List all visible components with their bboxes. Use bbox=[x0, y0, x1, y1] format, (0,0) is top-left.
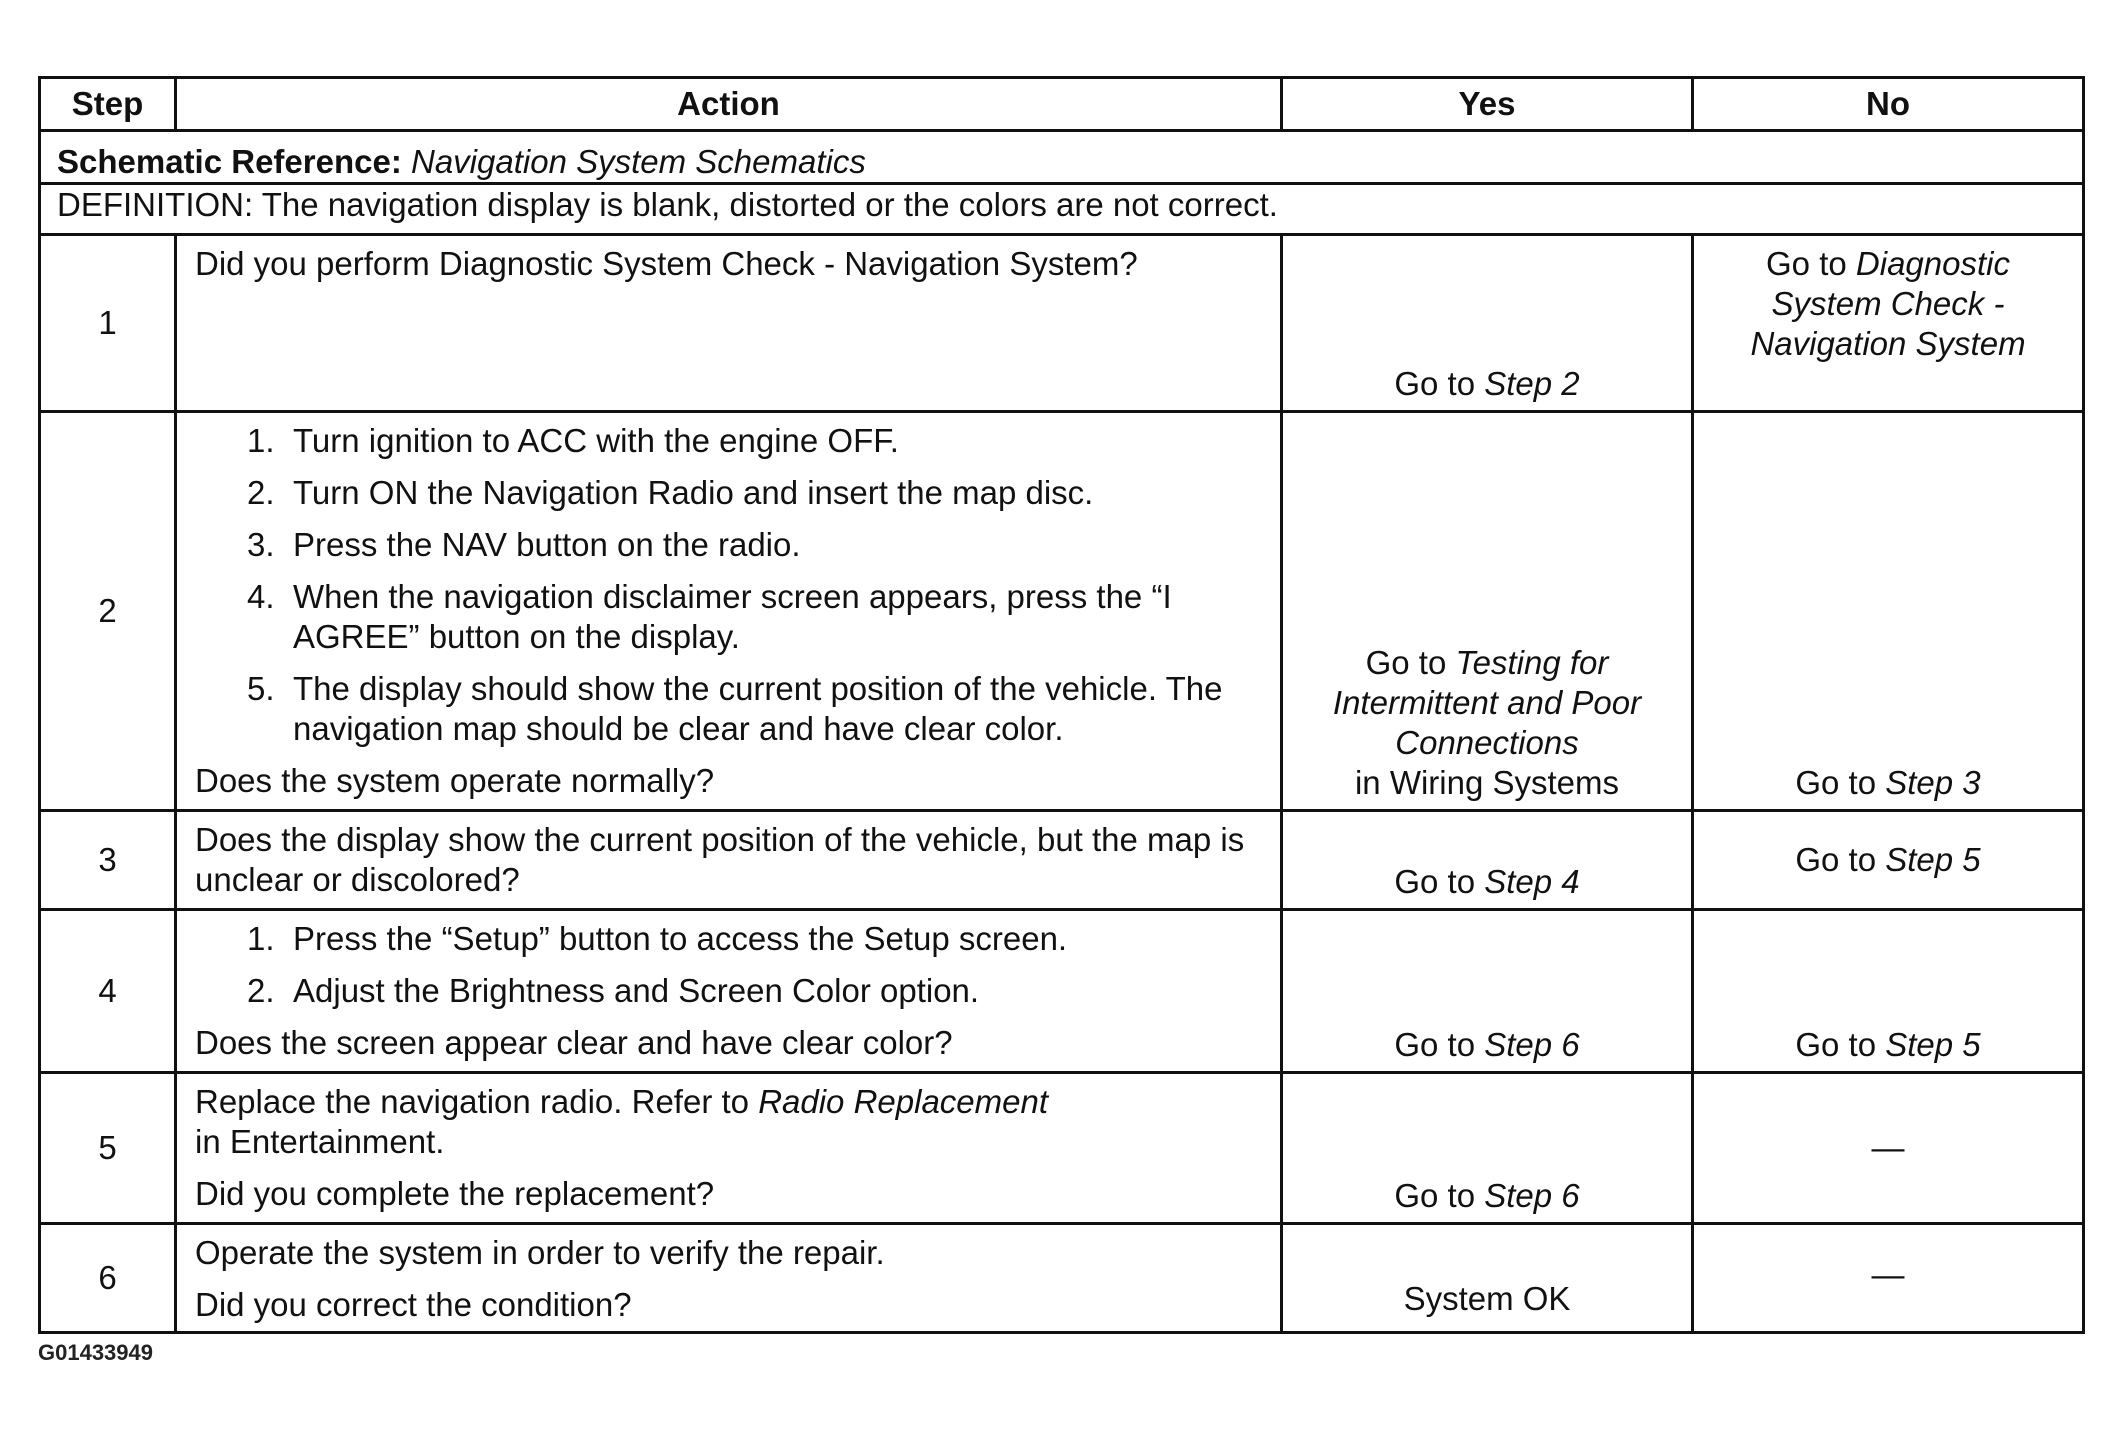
question-text: Did you perform Diagnostic System Check - Navigation System? bbox=[195, 245, 1138, 282]
no-link[interactable]: Step 5 bbox=[1885, 1026, 1981, 1063]
definition-text: DEFINITION: The navigation display is blank, distorted or the colors are not correct. bbox=[40, 184, 2084, 235]
instruction-text bbox=[195, 1082, 1262, 1162]
no-prefix: Go to bbox=[1766, 245, 1856, 282]
no-prefix: Go to bbox=[1795, 841, 1886, 878]
schematic-reference-label: Schematic Reference: bbox=[57, 143, 402, 180]
question-text: Does the display show the current position of the vehicle, but the map is unclear or discolored? bbox=[195, 821, 1245, 898]
no-cell bbox=[1693, 235, 2084, 412]
no-result: — bbox=[1871, 1256, 1905, 1293]
substep-text: Press the NAV button on the radio. bbox=[293, 526, 801, 563]
step-number: 4 bbox=[40, 910, 176, 1073]
yes-prefix: Go to bbox=[1394, 863, 1485, 900]
yes-result bbox=[1297, 643, 1677, 809]
yes-result bbox=[1297, 862, 1677, 908]
header-row bbox=[40, 78, 2084, 131]
instruction-prefix: Replace the navigation radio. Refer to bbox=[195, 1083, 759, 1120]
substep-text: Turn ON the Navigation Radio and insert the map disc. bbox=[293, 474, 1094, 511]
list-item bbox=[247, 525, 1262, 565]
yes-cell bbox=[1282, 1224, 1693, 1333]
substep-text: Press the “Setup” button to access the Setup screen. bbox=[293, 920, 1068, 957]
no-link[interactable]: Step 5 bbox=[1885, 841, 1981, 878]
list-item bbox=[247, 669, 1262, 749]
table-row bbox=[40, 412, 2084, 811]
definition-row bbox=[40, 184, 2084, 235]
yes-link[interactable]: Step 6 bbox=[1484, 1026, 1580, 1063]
no-prefix: Go to bbox=[1795, 1026, 1886, 1063]
no-result: — bbox=[1871, 1129, 1905, 1166]
action-cell bbox=[176, 412, 1282, 811]
yes-cell bbox=[1282, 910, 1693, 1073]
action-cell bbox=[176, 1224, 1282, 1333]
yes-result bbox=[1297, 364, 1677, 410]
substep-number: 1. bbox=[247, 422, 275, 459]
header-no: No bbox=[1693, 78, 2084, 131]
substep-number: 3. bbox=[247, 526, 275, 563]
substep-text: Turn ignition to ACC with the engine OFF. bbox=[293, 422, 899, 459]
schematic-reference-row bbox=[40, 131, 2084, 184]
list-item bbox=[247, 421, 1262, 461]
step-number: 5 bbox=[40, 1073, 176, 1224]
substep-list bbox=[195, 421, 1262, 749]
question-text: Did you correct the condition? bbox=[195, 1286, 632, 1323]
step-number: 6 bbox=[40, 1224, 176, 1333]
question-text: Does the screen appear clear and have clear color? bbox=[195, 1024, 953, 1061]
list-item bbox=[247, 971, 1262, 1011]
yes-cell bbox=[1282, 235, 1693, 412]
table-row bbox=[40, 1073, 2084, 1224]
yes-prefix: Go to bbox=[1365, 644, 1456, 681]
instruction-link[interactable]: Radio Replacement bbox=[758, 1083, 1049, 1120]
yes-result: System OK bbox=[1403, 1280, 1571, 1317]
yes-link[interactable]: Step 4 bbox=[1484, 863, 1580, 900]
figure-id: G01433949 bbox=[38, 1340, 153, 1365]
table-row bbox=[40, 910, 2084, 1073]
diagnostic-table-container bbox=[38, 76, 2082, 1334]
substep-number: 1. bbox=[247, 920, 275, 957]
yes-result bbox=[1297, 1176, 1677, 1222]
instruction-text: Operate the system in order to verify the repair. bbox=[195, 1234, 885, 1271]
no-result bbox=[1708, 840, 2068, 880]
table-row bbox=[40, 811, 2084, 910]
header-action: Action bbox=[176, 78, 1282, 131]
substep-text: The display should show the current position of the vehicle. The navigation map should be clear and have clear color. bbox=[293, 670, 1223, 747]
question-text: Does the system operate normally? bbox=[195, 762, 715, 799]
substep-list bbox=[195, 919, 1262, 1011]
table-row bbox=[40, 235, 2084, 412]
list-item bbox=[247, 577, 1262, 657]
schematic-reference-link[interactable]: Navigation System Schematics bbox=[411, 143, 866, 180]
no-cell bbox=[1693, 1073, 2084, 1224]
yes-prefix: Go to bbox=[1394, 365, 1485, 402]
substep-number: 5. bbox=[247, 670, 275, 707]
no-link[interactable]: Diagnostic System Check - Navigation System bbox=[1750, 245, 2026, 362]
no-cell bbox=[1693, 1224, 2084, 1333]
no-cell bbox=[1693, 811, 2084, 910]
substep-number: 2. bbox=[247, 474, 275, 511]
table-row bbox=[40, 1224, 2084, 1333]
header-step: Step bbox=[40, 78, 176, 131]
no-prefix: Go to bbox=[1795, 764, 1886, 801]
step-number: 1 bbox=[40, 235, 176, 412]
yes-cell bbox=[1282, 412, 1693, 811]
yes-link[interactable]: Step 6 bbox=[1484, 1177, 1580, 1214]
no-cell bbox=[1693, 910, 2084, 1073]
substep-text: Adjust the Brightness and Screen Color option. bbox=[293, 972, 980, 1009]
step-number: 2 bbox=[40, 412, 176, 811]
substep-number: 2. bbox=[247, 972, 275, 1009]
action-cell bbox=[176, 910, 1282, 1073]
list-item bbox=[247, 919, 1262, 959]
yes-prefix: Go to bbox=[1394, 1026, 1485, 1063]
yes-prefix: Go to bbox=[1394, 1177, 1485, 1214]
no-cell bbox=[1693, 412, 2084, 811]
instruction-suffix: in Entertainment. bbox=[195, 1123, 445, 1160]
substep-text: When the navigation disclaimer screen appears, press the “I AGREE” button on the display. bbox=[293, 578, 1172, 655]
yes-cell bbox=[1282, 811, 1693, 910]
no-result bbox=[1708, 1025, 2068, 1071]
action-cell bbox=[176, 811, 1282, 910]
yes-link[interactable]: Step 2 bbox=[1484, 365, 1580, 402]
yes-cell bbox=[1282, 1073, 1693, 1224]
no-link[interactable]: Step 3 bbox=[1885, 764, 1981, 801]
action-cell bbox=[176, 235, 1282, 412]
header-yes: Yes bbox=[1282, 78, 1693, 131]
yes-link[interactable]: Testing for Intermittent and Poor Connections bbox=[1332, 644, 1642, 761]
list-item bbox=[247, 473, 1262, 513]
action-cell bbox=[176, 1073, 1282, 1224]
schematic-reference bbox=[40, 131, 2084, 184]
no-result bbox=[1708, 763, 2068, 809]
no-result bbox=[1708, 236, 2068, 364]
question-text: Did you complete the replacement? bbox=[195, 1175, 715, 1212]
substep-number: 4. bbox=[247, 578, 275, 615]
diagnostic-table bbox=[38, 76, 2085, 1334]
yes-suffix: in Wiring Systems bbox=[1354, 764, 1620, 801]
yes-result bbox=[1297, 1025, 1677, 1071]
step-number: 3 bbox=[40, 811, 176, 910]
